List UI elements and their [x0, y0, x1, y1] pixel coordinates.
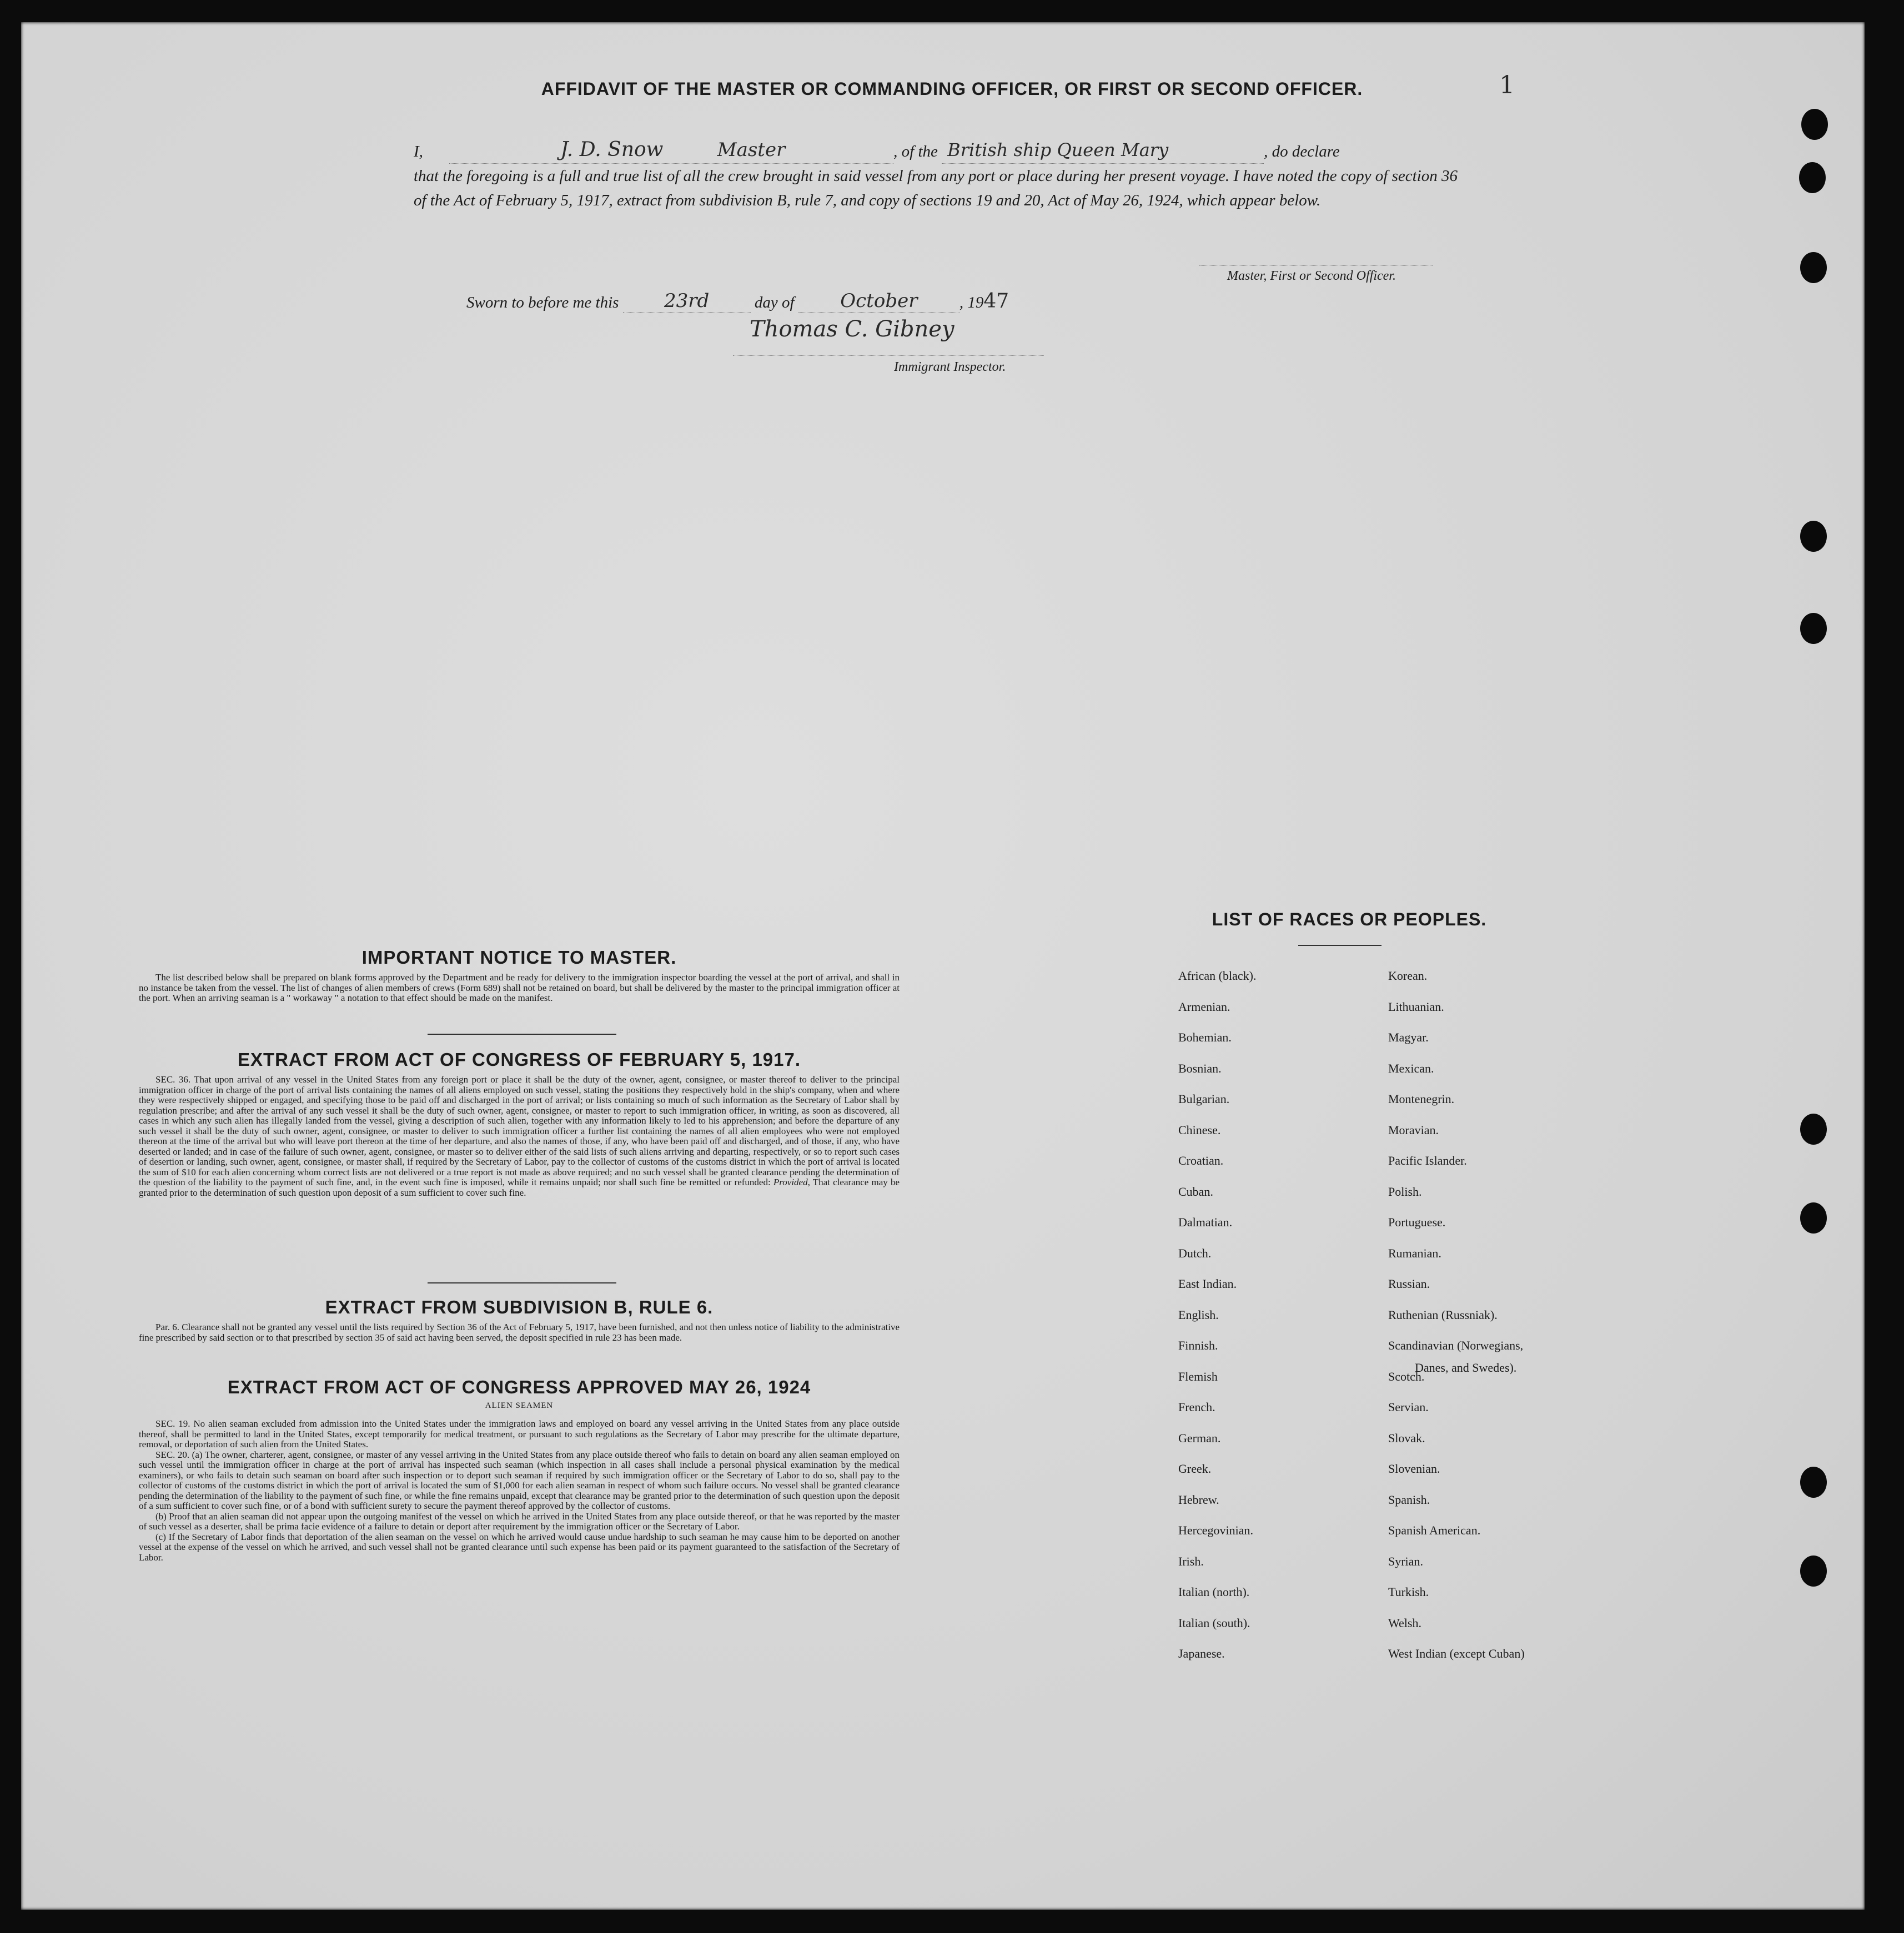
section-divider: [428, 1282, 616, 1283]
page-number-mark: 1: [1499, 71, 1515, 99]
of-the-text: , of the: [893, 143, 938, 160]
extract-1924-title: EXTRACT FROM ACT OF CONGRESS APPROVED MAY 26, 1924: [227, 1377, 811, 1397]
race-item: West Indian (except Cuban): [1388, 1647, 1525, 1660]
race-item: German.: [1178, 1431, 1221, 1445]
inspector-signature: Thomas C. Gibney: [750, 316, 954, 342]
race-item: African (black).: [1178, 969, 1257, 983]
race-item: Flemish: [1178, 1369, 1218, 1383]
year-prefix: , 19: [959, 294, 984, 311]
race-item: Lithuanian.: [1388, 999, 1444, 1014]
race-item: Ruthenian (Russniak).: [1388, 1307, 1498, 1322]
race-item: Italian (south).: [1178, 1615, 1250, 1630]
race-item: East Indian.: [1178, 1277, 1237, 1291]
race-item: Portuguese.: [1388, 1215, 1446, 1229]
race-item: Croatian.: [1178, 1154, 1224, 1167]
race-item: Slovenian.: [1388, 1462, 1440, 1476]
race-item: Italian (north).: [1178, 1585, 1250, 1599]
race-item: Spanish American.: [1388, 1523, 1481, 1537]
affidavit-body-text: that the foregoing is a full and true list of all the crew brought in said vessel from any port or place during her present voyage. I have noted the copy of section 36 of the Act of February 5, 1917, extract from subdivision B, rule 7, and copy of sections 19 and 20, Act of May 26, 1924, which appear below.: [414, 167, 1458, 209]
master-signature-label: Master, First or Second Officer.: [1227, 269, 1396, 283]
race-item: Polish.: [1388, 1184, 1422, 1199]
punch-hole: [1800, 521, 1827, 552]
punch-hole: [1799, 162, 1826, 193]
sworn-month-field: [798, 290, 959, 313]
races-title: LIST OF RACES OR PEOPLES.: [1212, 909, 1487, 929]
notice-title: IMPORTANT NOTICE TO MASTER.: [361, 947, 677, 968]
race-item: Moravian.: [1388, 1122, 1439, 1137]
extract-1917-title: EXTRACT FROM ACT OF CONGRESS OF FEBRUARY 5, 1917.: [237, 1049, 801, 1070]
sworn-statement: [466, 290, 1009, 313]
do-declare-text: , do declare: [1264, 143, 1340, 160]
master-signature-line: [1199, 265, 1433, 266]
notice-text: The list described below shall be prepared on blank forms approved by the Department and be ready for delivery to the immigration inspector boarding the vessel at the port of arrival, and shall in no instance be taken from the vessel. The list of changes of alien members of crews (Form 689) shall not be retained on board, but shall be delivered by the master to the principal immigration officer at the port. When an arriving seaman is a " workaway " a notation to that effect should be made on the manifest.: [139, 972, 900, 1003]
master-name-field: [449, 138, 893, 164]
race-item: Dutch.: [1178, 1246, 1212, 1260]
race-item: Scandinavian (Norwegians,: [1388, 1338, 1524, 1352]
punch-hole: [1800, 1467, 1827, 1498]
race-item: Hebrew.: [1178, 1492, 1219, 1507]
race-item: Korean.: [1388, 969, 1428, 983]
race-item: Hercegovinian.: [1178, 1523, 1253, 1537]
race-item: Scotch.: [1388, 1369, 1425, 1383]
inspector-label: Immigrant Inspector.: [894, 360, 1006, 374]
race-item: French.: [1178, 1400, 1215, 1414]
race-item: English.: [1178, 1307, 1219, 1322]
punch-hole: [1800, 1556, 1827, 1587]
vessel-name-field: [942, 138, 1264, 164]
master-name: J. D. Snow: [560, 138, 664, 161]
race-item-continuation: Danes, and Swedes).: [1415, 1361, 1517, 1375]
affidavit-declaration: [414, 138, 1458, 213]
affidavit-intro: I,: [414, 143, 423, 160]
affidavit-title: AFFIDAVIT OF THE MASTER OR COMMANDING OFFICER, OR FIRST OR SECOND OFFICER.: [541, 79, 1363, 99]
race-item: Dalmatian.: [1178, 1215, 1233, 1229]
punch-hole: [1800, 613, 1827, 644]
race-item: Spanish.: [1388, 1492, 1430, 1507]
race-item: Pacific Islander.: [1388, 1154, 1467, 1167]
race-item: Armenian.: [1178, 999, 1230, 1014]
day-of-text: day of: [754, 294, 795, 311]
sworn-month: October: [840, 290, 918, 312]
race-item: Bulgarian.: [1178, 1092, 1230, 1106]
race-item: Rumanian.: [1388, 1246, 1441, 1260]
race-item: Turkish.: [1388, 1585, 1429, 1599]
extract-rule6-text: Par. 6. Clearance shall not be granted any vessel until the lists required by Section 36 of the Act of February 5, 1917, have been furnished, and not then unless notice of liability to the administrative fine prescribed by said section or to that prescribed by section 35 of said act having been served, the deposit specified in rule 23 has been made.: [139, 1322, 900, 1343]
races-title-rule: [1298, 945, 1381, 946]
race-item: Cuban.: [1178, 1184, 1213, 1199]
extract-rule6-title: EXTRACT FROM SUBDIVISION B, RULE 6.: [325, 1297, 714, 1317]
sworn-day: 23rd: [664, 290, 710, 312]
race-item: Irish.: [1178, 1554, 1204, 1568]
extract-1924-subtitle: ALIEN SEAMEN: [485, 1401, 554, 1410]
section-20c: (c) If the Secretary of Labor finds that deportation of the alien seaman on the vessel on which he arrived would cause undue hardship to such seaman he may cause him to be deported on another vessel at the expense of the vessel on which he arrived, and such vessel shall not be granted clearance until such expense has been paid or its payment guaranteed to the satisfaction of the Secretary of Labor.: [139, 1531, 900, 1563]
race-item: Servian.: [1388, 1400, 1429, 1414]
inspector-signature-line: [733, 355, 1044, 356]
punch-hole: [1800, 1114, 1827, 1145]
race-item: Japanese.: [1178, 1647, 1225, 1660]
punch-hole: [1801, 109, 1828, 140]
race-item: Bosnian.: [1178, 1061, 1222, 1075]
race-item: Chinese.: [1178, 1122, 1221, 1137]
sworn-year: 47: [983, 290, 1009, 313]
vessel-name: British ship Queen Mary: [947, 139, 1169, 160]
race-item: Montenegrin.: [1388, 1092, 1455, 1106]
race-item: Mexican.: [1388, 1061, 1434, 1075]
section-20b: (b) Proof that an alien seaman did not appear upon the outgoing manifest of the vessel on which he arrived in the United States from any place outside thereof, or that he was reported by the master of such vessel as a deserter, shall be prima facie evidence of a failure to detain or deport after requirement by the immigration officer or the Secretary of Labor.: [139, 1511, 900, 1532]
punch-hole: [1800, 1202, 1827, 1234]
race-item: Slovak.: [1388, 1431, 1425, 1445]
punch-hole: [1800, 252, 1827, 283]
race-item: Russian.: [1388, 1277, 1430, 1291]
sworn-day-field: [623, 290, 751, 313]
section-19: SEC. 19. No alien seaman excluded from admission into the United States under the immigration laws and employed on board any vessel arriving in the United States from any place outside thereof, shall be permitted to land in the United States, except temporarily for medical treatment, or pursuant to such regulations as the Secretary of Labor may prescribe for the ultimate departure, removal, or deportation of such alien from the United States.: [139, 1418, 900, 1449]
extract-1917-text: SEC. 36. That upon arrival of any vessel in the United States from any foreign port or place it shall be the duty of the owner, agent, consignee, or master thereof to deliver to the principal immigration officer in charge of the port of arrival lists containing the names of all aliens employed on such vessel, stating the positions they respectively hold in the ship's company, when and where they were respectively shipped or engaged, and specifying those to be paid off and discharged in the port of arrival; or lists containing so much of such information as the Secretary of Labor shall by regulation prescribe; and after the arrival of any such vessel it shall be the duty of such owner, agent, consignee, or master to report to such immigration officer, in writing, as soon as discovered, all cases in which any such alien has illegally landed from the vessel, giving a description of such alien, together with any information likely to led to his apprehension; and before the departure of any such vessel it shall be the duty of such owner, agent, consignee, or master to deliver to such immigration officer a further list containing the names of all alien employees who were not employed thereon at the time of the arrival but who will leave port thereon at the time of her departure, and also the names of those, if any, who have been paid off and discharged, and of those, if any, who have deserted or landed; and in case of the failure of such owner, agent, consignee, or master so to deliver either of the said lists of such aliens arriving and departing, respectively, or so to report such cases of desertion or landing, such owner, agent, consignee, or master shall, if required by the Secretary of Labor, pay to the collector of customs of the customs district in which the port of arrival is located the sum of $10 for each alien concerning whom correct lists are not delivered or a true report is not made as above required; and no such vessel shall be granted clearance pending the determination of the question of the liability to the payment of such fine, and, in the event such fine is imposed, while it remains unpaid; nor shall such fine be remitted or refunded: Provided, That clearance may be granted prior to the determination of such question upon deposit of a sum sufficient to cover such fine.: [139, 1074, 900, 1198]
sworn-prefix: Sworn to before me this: [466, 294, 619, 311]
race-item: Finnish.: [1178, 1338, 1218, 1352]
master-rank: Master: [717, 139, 786, 161]
extract-1924-text: [139, 1419, 900, 1563]
section-divider: [428, 1034, 616, 1035]
race-item: Bohemian.: [1178, 1030, 1232, 1044]
race-item: Magyar.: [1388, 1030, 1429, 1044]
race-item: Greek.: [1178, 1462, 1212, 1476]
race-item: Syrian.: [1388, 1554, 1423, 1568]
section-20a: SEC. 20. (a) The owner, charterer, agent, consignee, or master of any vessel arriving in the United States from any place outside thereof who fails to detain on board any alien seaman employed on such vessel until the immigration officer in charge at the port of arrival has inspected such seaman (which inspection in all cases shall include a personal physical examination by the medical examiners), or who fails to detain such seaman on board after such inspection or to deport such seaman if required by such immigration officer or the Secretary of Labor to do so, shall pay to the collector of customs of the customs district in which the port of arrival is located the sum of $1,000 for each alien seaman in respect of whom such failure occurs. No vessel shall be granted clearance pending the determination of the liability to the payment of such fine, or while the fine remains unpaid, except that clearance may be granted prior to the determination of such question upon the deposit of a sum sufficient to cover such fine, or of a bond with sufficient surety to secure the payment thereof approved by the collector of customs.: [139, 1449, 900, 1511]
race-item: Welsh.: [1388, 1615, 1421, 1630]
